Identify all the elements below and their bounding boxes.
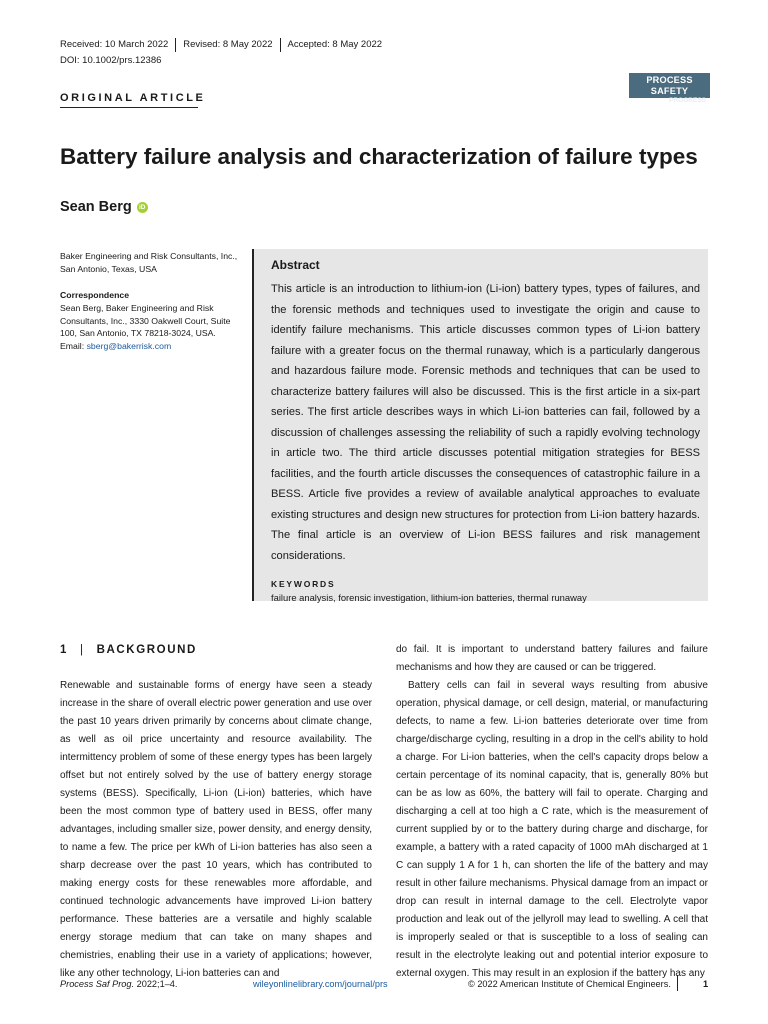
page-number: 1 xyxy=(703,979,709,989)
publication-dates xyxy=(60,38,396,52)
section-title: BACKGROUND xyxy=(96,644,197,656)
abstract-box xyxy=(252,249,708,601)
affiliation-line2: San Antonio, Texas, USA xyxy=(60,263,157,274)
section-separator: | xyxy=(80,644,85,656)
affiliation-line1: Baker Engineering and Risk Consultants, Inc., xyxy=(60,251,238,261)
email-label: Email: xyxy=(60,341,87,352)
body-paragraph: Renewable and sustainable forms of energy have seen a steady increase in the share of overall electric power generation and use over the past 10 years driven primarily by concerns about climate change, as well as oil price uncertainty and resource availability. The intermittency problem of some of these energy types has been largely offset but not entirely solved by the use of battery energy storage systems (BESS). Specifically, Li-ion (Li-ion) batteries, which have been the most common type of battery used in BESS, offer many advantages, including smaller size, power density, and energy density, to name a few. The price per kWh of Li-ion batteries has also seen a sharp decrease over the past 10 years, which has contributed to making energy costs for these renewables more affordable, and continued technologic advancements have improved Li-ion battery performance. These batteries are a versatile and highly scalable energy storage medium that can take on many shapes and chemistries, enabling their use in a variety of applications; however, like any other technology, Li-ion batteries can and xyxy=(60,680,372,979)
orcid-icon[interactable]: iD xyxy=(137,202,148,213)
abstract-heading: Abstract xyxy=(271,258,320,272)
footer-volume: 2022;1–4. xyxy=(134,979,178,989)
article-type-rule xyxy=(60,107,198,108)
keywords: failure analysis, forensic investigation, lithium-ion batteries, thermal runaway xyxy=(271,592,587,603)
email-link[interactable]: sberg@bakerrisk.com xyxy=(86,341,172,352)
footer-copyright: © 2022 American Institute of Chemical Engineers. xyxy=(468,979,671,989)
section-heading xyxy=(60,644,197,656)
affiliation xyxy=(60,250,245,276)
author xyxy=(60,199,148,215)
body-paragraph: Battery cells can fail in several ways resulting from abusive operation, physical damage, or cell design, material, or manufacturing defects, to name a few. Li-ion batteries deteriorate over time from charge/discharge cycling, resulting in a drop in the cell's ability to hold a charge. For Li-ion batteries, when the cell's capacity drops below a certain percentage of its nominal capacity, that is, generally 80% but can be as low as 60%, the battery will fail to operate. Charging and discharging a cell at too high a C rate, which is the measurement of current supplied by or to the battery during charge and discharge, for example, a battery with a rated capacity of 1000 mAh discharged at 1 C can supply 1 A for 1 h, can shorten the life of the battery and may result in other failure mechanisms. Physical damage from an impact or drop can result in internal damage to the cell. Electrolyte vapor production and leak out of the jellyroll may lead to swelling. A cell that is improperly sealed or that is susceptible to a loss of sealing can result in the electrolyte leaking out and potential interior exposure to external oxygen. This may result in an explosion if the battery has any xyxy=(396,680,708,979)
footer-citation xyxy=(60,979,177,989)
footer-journal: Process Saf Prog. xyxy=(60,979,135,989)
correspondence xyxy=(60,289,245,353)
body-right-column xyxy=(396,641,708,983)
correspondence-email-line xyxy=(60,340,245,353)
journal-logo-line2: PROGRESS xyxy=(669,97,706,104)
abstract-body: This article is an introduction to lithium-ion (Li-ion) battery types, types of failures, and the forensic methods and techniques used to investigate the origin and cause to identify failure mechanisms. This article discusses common types of Li-ion battery failure with a greater focus on the thermal runaway, which is a particularly dangerous and hazardous failure mode. Forensic methods and techniques that can be used to characterize battery failures will also be discussed. This is the first article in a six-part series. The first article describes ways in which Li-ion batteries can fail, followed by a discussion of challenges assessing the reliability of such a rapidly evolving technology in article two. The third article discusses potential mitigation strategies for BESS facilities, and the fourth article discusses the consequences of catastrophic failure in a BESS. Article five provides a review of available analytical approaches to evaluate existing structures and design new structures for protection from Li-ion battery hazards. The final article is an overview of Li-ion BESS failures and risk management considerations. xyxy=(271,283,700,562)
footer-divider xyxy=(677,975,678,991)
footer-website-link[interactable]: wileyonlinelibrary.com/journal/prs xyxy=(253,979,388,989)
revised-date: Revised: 8 May 2022 xyxy=(183,38,280,52)
correspondence-heading: Correspondence xyxy=(60,290,130,300)
received-date: Received: 10 March 2022 xyxy=(60,38,176,52)
correspondence-text: Sean Berg, Baker Engineering and Risk Consultants, Inc., 3330 Oakwell Court, Suite 100, San Antonio, TX 78218-3024, USA. xyxy=(60,302,231,339)
journal-logo-strip xyxy=(635,105,704,107)
body-paragraph: do fail. It is important to understand battery failures and failure mechanisms and how they are caused or can be triggered. xyxy=(396,644,708,673)
body-left-column xyxy=(60,677,372,983)
article-title: Battery failure analysis and characterization of failure types xyxy=(60,144,698,169)
accepted-date: Accepted: 8 May 2022 xyxy=(287,39,383,50)
article-type: ORIGINAL ARTICLE xyxy=(60,92,206,104)
section-number: 1 xyxy=(60,644,68,656)
author-name[interactable]: Sean Berg xyxy=(60,199,132,215)
keywords-heading: KEYWORDS xyxy=(271,579,336,589)
journal-logo xyxy=(629,73,710,104)
doi[interactable]: DOI: 10.1002/prs.12386 xyxy=(60,55,162,66)
journal-logo-line1: PROCESS SAFETY xyxy=(646,75,693,96)
